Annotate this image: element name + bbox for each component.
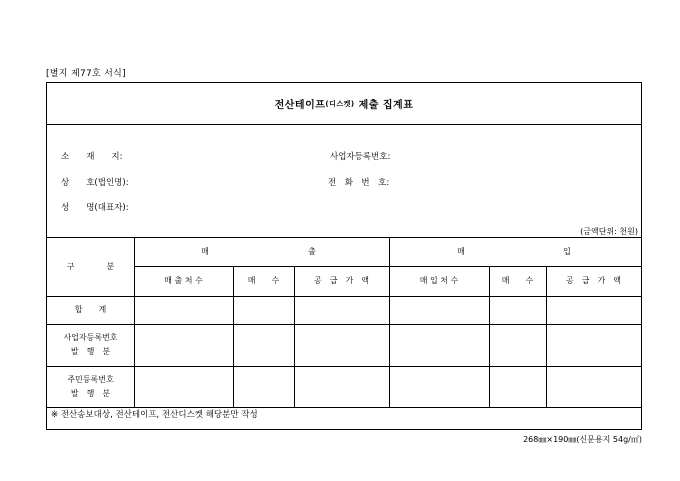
title-part-1: 전산테이프 [274, 100, 326, 111]
paper-size-label: 268㎜×190㎜(신문용지 54g/㎡) [523, 435, 642, 444]
amount-unit-note: (금액단위: 천원) [580, 227, 638, 236]
title-part-3: 제출 집계표 [354, 100, 414, 111]
sales-header-right: 출 [308, 246, 316, 256]
category-header: 구 분 [66, 261, 115, 271]
row-business-line1: 사업자등록번호 [63, 333, 118, 342]
sales-amount-header: 공 급 가 액 [314, 276, 369, 285]
row-business-label [47, 324, 134, 366]
row-resident-label [47, 366, 134, 407]
purchase-sheets-header: 매 수 [501, 276, 534, 285]
purchase-header-left: 매 [457, 246, 465, 256]
summary-table [47, 237, 641, 431]
sales-sheets-header: 매 수 [247, 276, 280, 285]
purchase-header-right: 입 [563, 246, 571, 256]
business-reg-no-label: 사업자등록번호: [330, 152, 391, 162]
summary-form [46, 82, 642, 430]
title-part-2: (디스켓) [325, 99, 355, 108]
sales-header-left: 매 [201, 246, 209, 256]
location-label: 소 재 지: [61, 152, 123, 162]
form-number-label: [별지 제77호 서식] [46, 69, 126, 79]
representative-label: 성 명(대표자): [61, 203, 129, 213]
row-resident-line1: 주민등록번호 [67, 374, 114, 384]
company-name-label: 상 호(법인명): [61, 178, 129, 188]
row-resident-line2: 발 행 분 [70, 388, 111, 398]
phone-label: 전 화 번 호: [328, 178, 390, 188]
purchase-amount-header: 공 급 가 액 [566, 276, 621, 285]
sales-count-header: 매 출 처 수 [164, 276, 203, 285]
footnote: ※ 전산송보대상, 전산테이프, 전산디스켓 해당분만 작성 [51, 410, 258, 420]
row-business-line2: 발 행 분 [70, 347, 111, 356]
form-title [47, 83, 641, 125]
purchase-count-header: 매 입 처 수 [419, 276, 459, 285]
row-total-label: 합 계 [74, 305, 107, 314]
